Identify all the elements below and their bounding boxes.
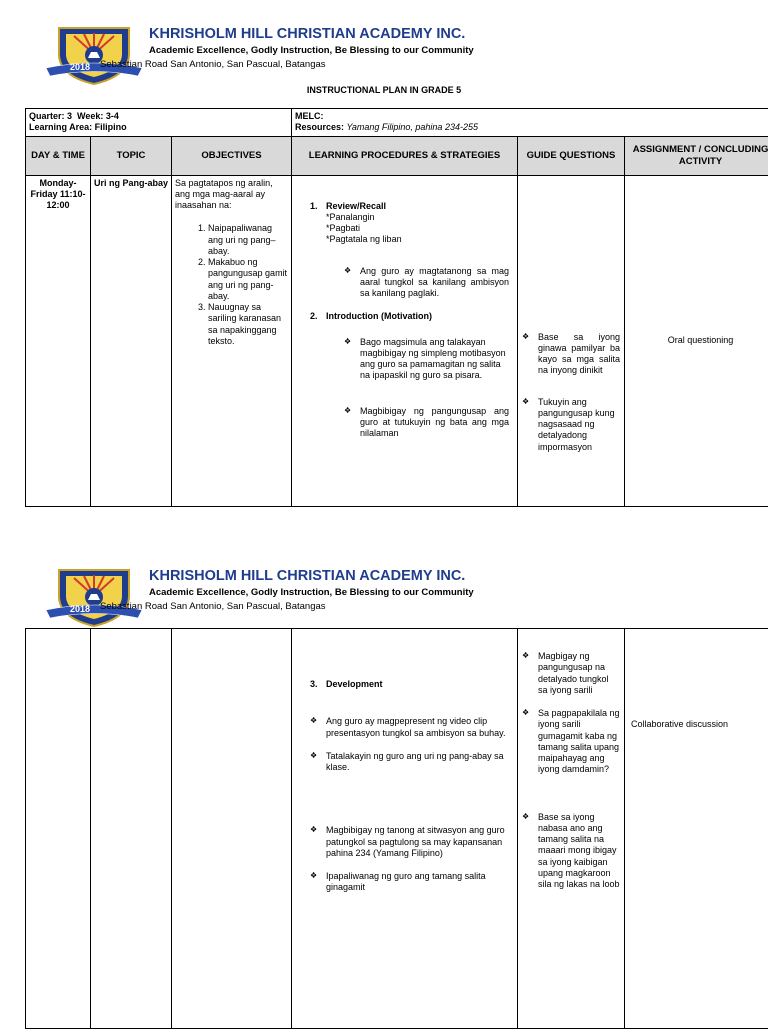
- procedure-item: *Pagbati: [326, 223, 509, 234]
- school-address: Sebastian Road San Antonio, San Pascual, Batangas: [100, 601, 326, 612]
- diamond-bullet-icon: ❖: [522, 708, 538, 776]
- page-header-2: [0, 560, 768, 630]
- procedure-item: *Pagtatala ng liban: [326, 234, 509, 245]
- melc-label: MELC:: [295, 111, 768, 122]
- procedure-bullet: ❖ Magbibigay ng pangungusap ang guro at tutukuyin ng bata ang mga nilalaman: [344, 406, 509, 440]
- guide-question: ❖ Base sa iyong nabasa ano ang tamang salita na maaari mong ibigay sa iyong kaibigan upang magkaroon sila ng lakas na loob: [522, 812, 620, 891]
- procedure-bullet: ❖ Ang guro ay magpepresent ng video clip presentasyon tungkol sa ambisyon sa buhay.: [310, 716, 509, 739]
- objectives-list: [175, 223, 288, 347]
- diamond-bullet-icon: ❖: [344, 406, 360, 440]
- diamond-bullet-icon: ❖: [522, 812, 538, 891]
- svg-text:2018: 2018: [70, 604, 90, 614]
- procedures-cell: [292, 175, 518, 506]
- objective-item: 1. Naipapaliwanag ang uri ng pang–abay.: [208, 223, 288, 257]
- topic-cell: [91, 629, 172, 1029]
- objectives-intro: Sa pagtatapos ng aralin, ang mga mag-aaral ay inaasahan na:: [175, 178, 288, 212]
- assignment-cell: [625, 629, 768, 1029]
- plan-title: INSTRUCTIONAL PLAN IN GRADE 5: [0, 85, 768, 95]
- school-address: Sebastian Road San Antonio, San Pascual, Batangas: [100, 59, 326, 70]
- guide-question: ❖ Tukuyin ang pangungusap kung nagsasaad ng detalyadong impormasyon: [522, 397, 620, 453]
- quarter-week: Quarter: 3 Week: 3-4: [29, 111, 288, 122]
- col-assignment: ASSIGNMENT / CONCLUDING ACTIVITY: [625, 136, 768, 175]
- guide-question: ❖ Magbigay ng pangungusap na detalyado tungkol sa iyong sarili: [522, 651, 620, 696]
- column-header-row: [26, 136, 768, 175]
- diamond-bullet-icon: ❖: [310, 825, 326, 859]
- instructional-plan-table-continued: [25, 628, 768, 1029]
- guide-question: ❖ Sa pagpapakilala ng iyong sarili gumagamit kaba ng tamang salita upang maipahayag ang iyong damdamin?: [522, 708, 620, 776]
- col-guide-questions: GUIDE QUESTIONS: [518, 136, 625, 175]
- assignment-cell: Oral questioning: [625, 175, 768, 506]
- col-objectives: OBJECTIVES: [172, 136, 292, 175]
- procedure-heading: 2. Introduction (Motivation): [310, 311, 509, 322]
- learning-area: Learning Area: Filipino: [29, 122, 288, 133]
- diamond-bullet-icon: ❖: [310, 716, 326, 739]
- procedure-heading: 3. Development: [310, 679, 509, 690]
- diamond-bullet-icon: ❖: [310, 871, 326, 894]
- diamond-bullet-icon: ❖: [344, 266, 360, 300]
- topic-cell: Uri ng Pang-abay: [91, 175, 172, 506]
- school-seal-logo: [44, 564, 144, 628]
- objective-item: 3. Nauugnay sa sariling karanasan sa napakinggang teksto.: [208, 302, 288, 347]
- page-header: [0, 18, 768, 88]
- guide-questions-cell: [518, 175, 625, 506]
- school-seal-logo: [44, 22, 144, 86]
- procedure-bullet: ❖ Magbibigay ng tanong at sitwasyon ang guro patungkol sa pagtulong sa may kapansanan pahina 234 (Yamang Filipino): [310, 825, 509, 859]
- objectives-cell: [172, 175, 292, 506]
- meta-row: [26, 109, 768, 137]
- quarter-cell: [26, 109, 292, 137]
- procedure-bullet: ❖ Ipapaliwanag ng guro ang tamang salita ginagamit: [310, 871, 509, 894]
- day-time-cell: [26, 629, 91, 1029]
- col-procedures: LEARNING PROCEDURES & STRATEGIES: [292, 136, 518, 175]
- guide-question: ❖ Base sa iyong ginawa pamilyar ba kayo sa mga salita na inyong dinikit: [522, 332, 620, 377]
- resources: Resources: Yamang Filipino, pahina 234-255: [295, 122, 768, 133]
- col-topic: TOPIC: [91, 136, 172, 175]
- procedure-bullet: ❖ Tatalakayin ng guro ang uri ng pang-abay sa klase.: [310, 751, 509, 774]
- resources-label: Resources: [295, 122, 341, 132]
- school-motto: Academic Excellence, Godly Instruction, Be Blessing to our Community: [149, 45, 474, 56]
- diamond-bullet-icon: ❖: [522, 332, 538, 377]
- diamond-bullet-icon: ❖: [344, 337, 360, 382]
- svg-text:2018: 2018: [70, 62, 90, 72]
- procedure-item: *Panalangin: [326, 212, 509, 223]
- diamond-bullet-icon: ❖: [310, 751, 326, 774]
- procedure-bullet: ❖ Ang guro ay magtatanong sa mag aaral tungkol sa kanilang ambisyon sa kanilang paglaki.: [344, 266, 509, 300]
- day-time-cell: Monday-Friday 11:10-12:00: [26, 175, 91, 506]
- resources-value: Yamang Filipino, pahina 234-255: [347, 122, 478, 132]
- school-motto: Academic Excellence, Godly Instruction, Be Blessing to our Community: [149, 587, 474, 598]
- table-row: [26, 175, 768, 506]
- table-row: [26, 629, 768, 1029]
- diamond-bullet-icon: ❖: [522, 397, 538, 453]
- col-day: DAY & TIME: [26, 136, 91, 175]
- school-name: KHRISHOLM HILL CHRISTIAN ACADEMY INC.: [149, 568, 465, 584]
- procedure-bullet: ❖ Bago magsimula ang talakayan magbibigay ng simpleng motibasyon ang guro sa pamamagitan ng salita na ipapaskil ng guro sa pisara.: [344, 337, 509, 382]
- diamond-bullet-icon: ❖: [522, 651, 538, 696]
- melc-cell: [292, 109, 768, 137]
- school-name: KHRISHOLM HILL CHRISTIAN ACADEMY INC.: [149, 26, 465, 42]
- procedure-heading: 1. Review/Recall: [310, 201, 509, 212]
- guide-questions-cell: [518, 629, 625, 1029]
- instructional-plan-table: [25, 108, 768, 507]
- objectives-cell: [172, 629, 292, 1029]
- procedures-cell: [292, 629, 518, 1029]
- objective-item: 2. Makabuo ng pangungusap gamit ang uri ng pang-abay.: [208, 257, 288, 302]
- assignment-text: Collaborative discussion: [631, 719, 768, 730]
